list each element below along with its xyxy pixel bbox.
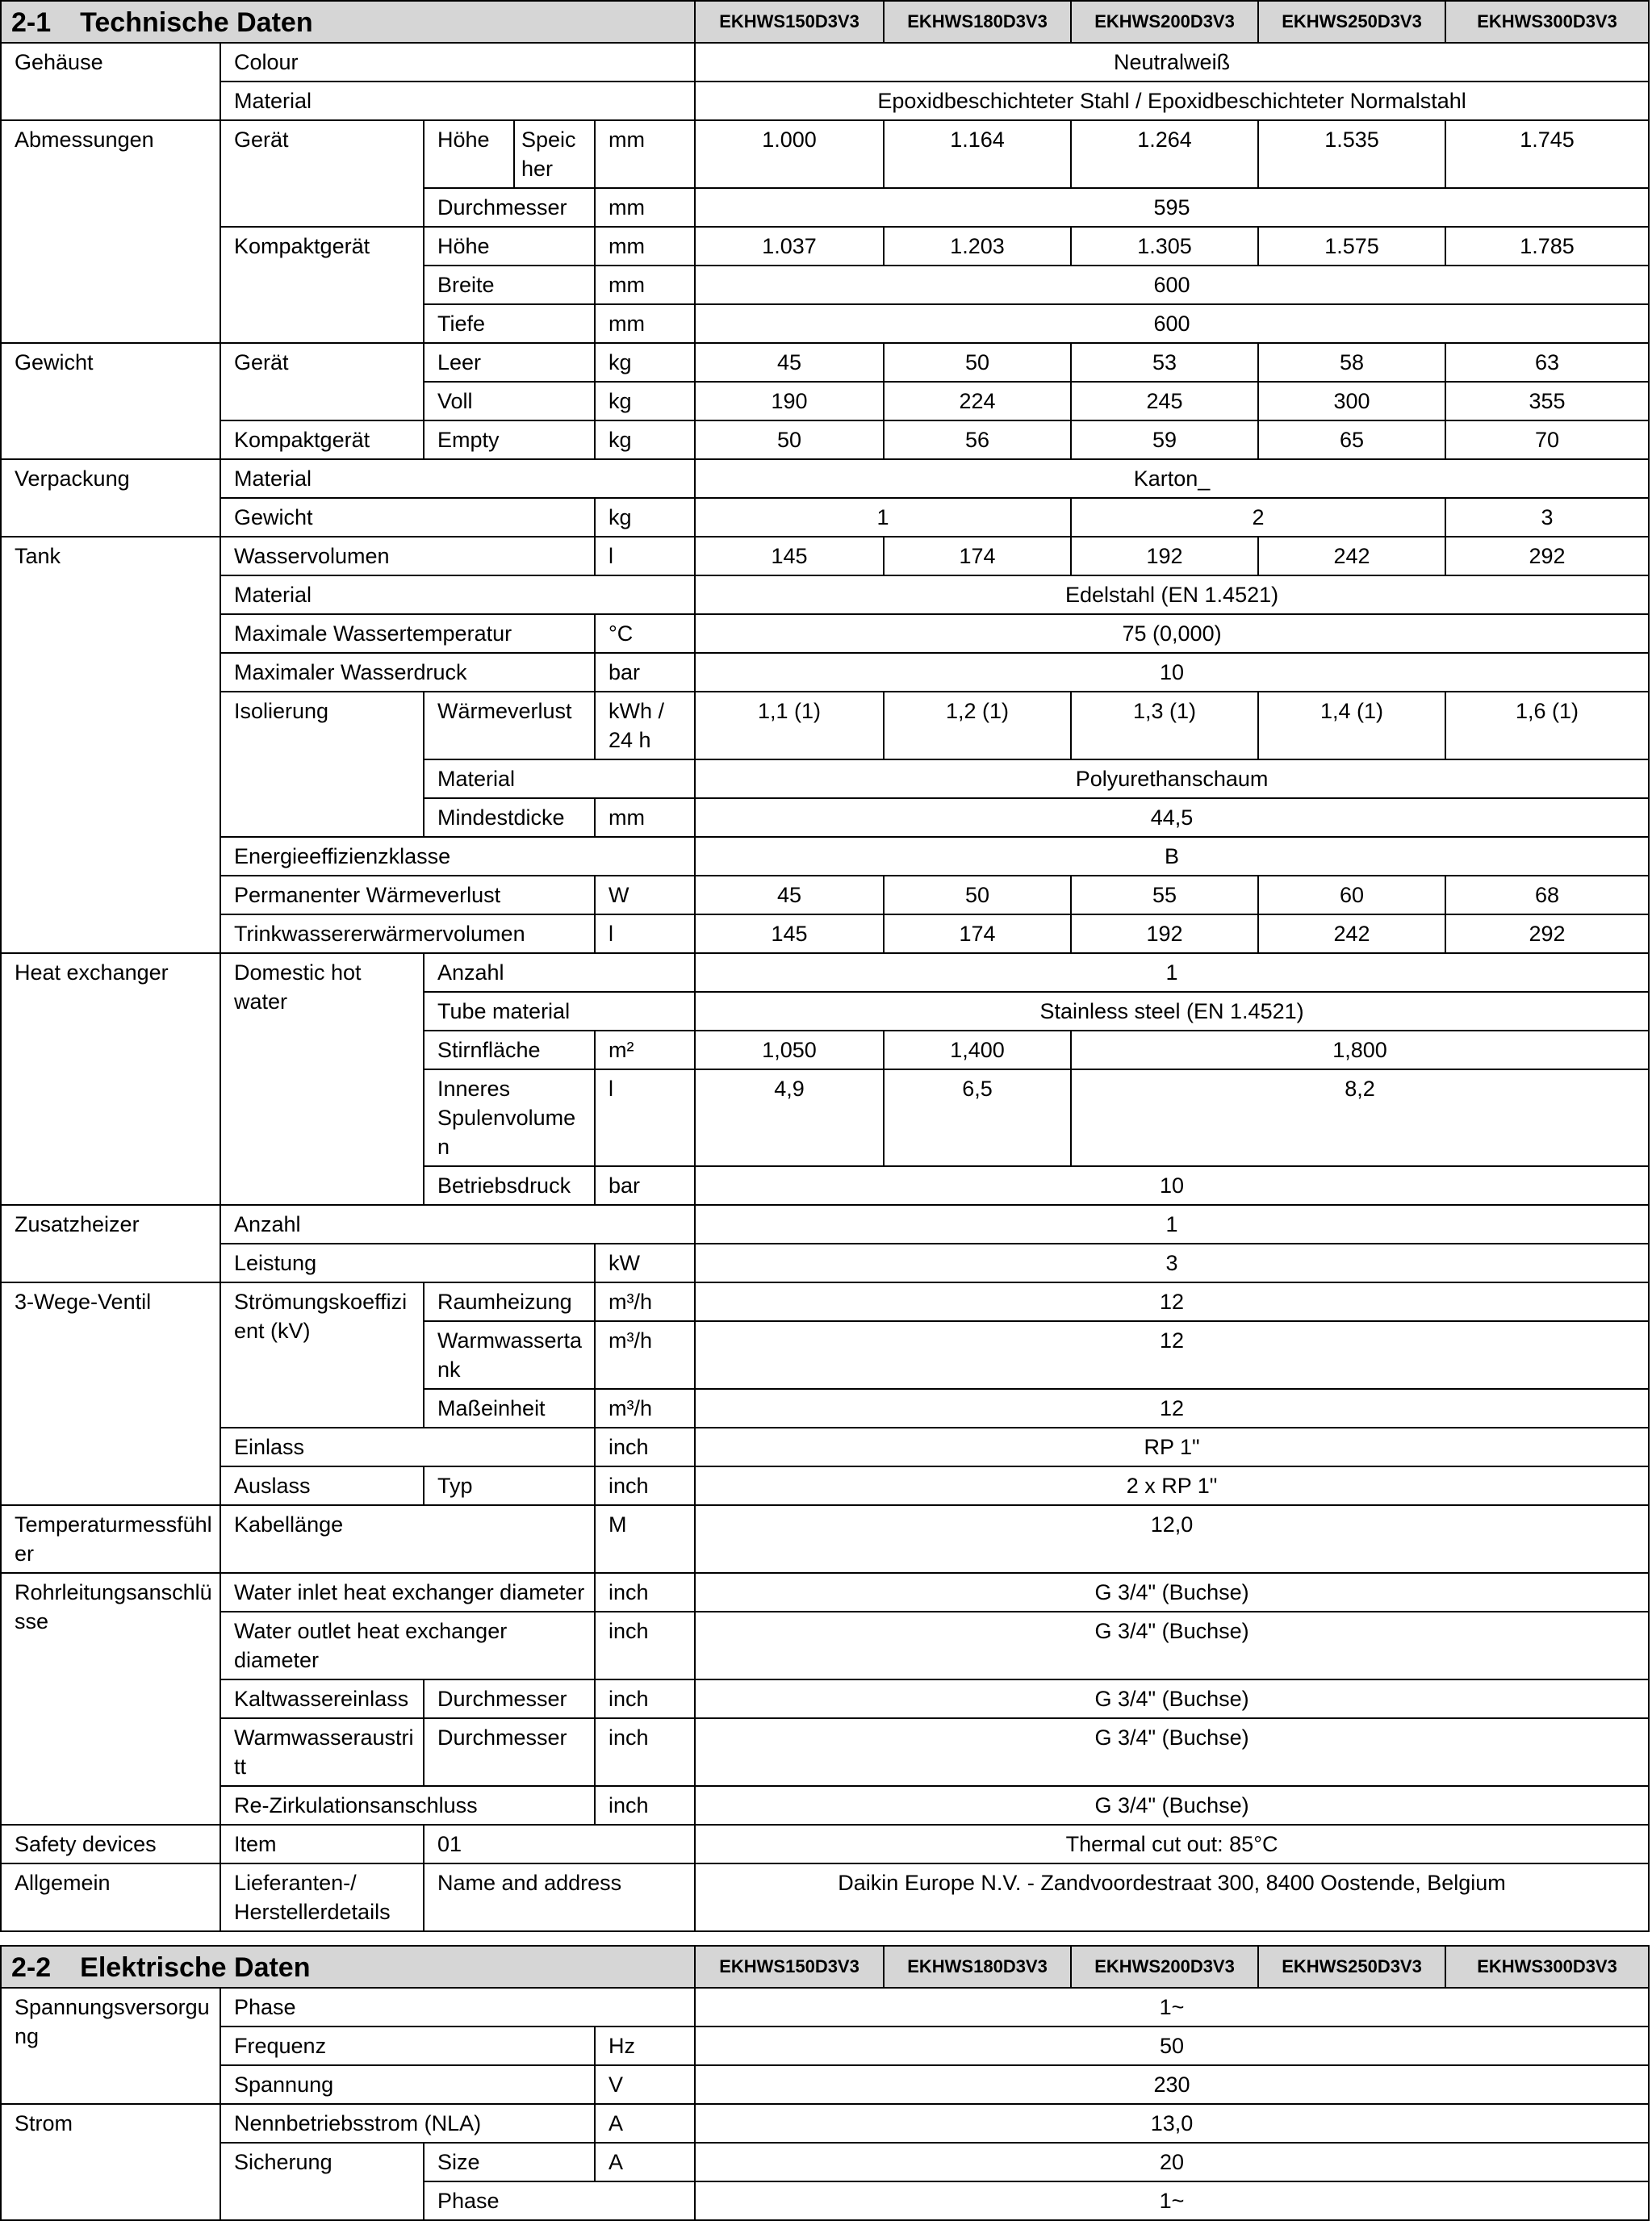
row-label: Voll xyxy=(424,382,595,420)
value-cell: 145 xyxy=(695,914,884,953)
model-header: EKHWS300D3V3 xyxy=(1445,1,1649,43)
value-cell: 174 xyxy=(884,914,1071,953)
value-cell: G 3/4" (Buchse) xyxy=(695,1786,1649,1825)
section-header-technical xyxy=(1,1,1649,43)
value-cell: 58 xyxy=(1258,343,1445,382)
model-header: EKHWS150D3V3 xyxy=(695,1946,884,1988)
value-cell: Polyurethanschaum xyxy=(695,759,1649,798)
model-header: EKHWS200D3V3 xyxy=(1071,1,1258,43)
value-cell: 224 xyxy=(884,382,1071,420)
row-label: Re-Zirkulationsanschluss xyxy=(220,1786,595,1825)
row-label: Höhe xyxy=(424,120,514,188)
row-label: Phase xyxy=(220,1988,695,2027)
unit-cell: inch xyxy=(595,1612,695,1679)
row-label: Einlass xyxy=(220,1428,595,1466)
model-header: EKHWS180D3V3 xyxy=(884,1946,1071,1988)
row-label: Durchmesser xyxy=(424,1679,595,1718)
group-label: Tank xyxy=(1,537,220,953)
model-header: EKHWS150D3V3 xyxy=(695,1,884,43)
row-label: Wärmeverlust xyxy=(424,692,595,759)
row-label: Anzahl xyxy=(220,1205,695,1244)
unit-cell: mm xyxy=(595,266,695,304)
value-cell: 10 xyxy=(695,653,1649,692)
value-cell: G 3/4" (Buchse) xyxy=(695,1679,1649,1718)
table-row xyxy=(1,120,1649,188)
row-label: Tiefe xyxy=(424,304,595,343)
unit-cell: M xyxy=(595,1505,695,1573)
row-label: Durchmesser xyxy=(424,188,595,227)
value-cell: 53 xyxy=(1071,343,1258,382)
value-cell: 595 xyxy=(695,188,1649,227)
unit-cell: l xyxy=(595,914,695,953)
table-row xyxy=(1,692,1649,759)
value-cell: 2 x RP 1" xyxy=(695,1466,1649,1505)
table-row xyxy=(1,953,1649,992)
row-label: Material xyxy=(424,759,695,798)
value-cell: 1,1 (1) xyxy=(695,692,884,759)
value-cell: 12 xyxy=(695,1321,1649,1389)
unit-cell: kg xyxy=(595,382,695,420)
table-row xyxy=(1,1863,1649,1931)
value-cell: 174 xyxy=(884,537,1071,575)
group-label: Verpackung xyxy=(1,459,220,537)
model-header: EKHWS250D3V3 xyxy=(1258,1946,1445,1988)
table-row xyxy=(1,2143,1649,2181)
table-row xyxy=(1,537,1649,575)
value-cell: 242 xyxy=(1258,914,1445,953)
section-title: 2-1 Technische Daten xyxy=(1,1,695,43)
section-header-electrical xyxy=(1,1946,1649,1988)
value-cell: 12 xyxy=(695,1389,1649,1428)
value-cell: Edelstahl (EN 1.4521) xyxy=(695,575,1649,614)
unit-cell: m² xyxy=(595,1031,695,1069)
row-label: Maximale Wassertemperatur xyxy=(220,614,595,653)
value-cell: 10 xyxy=(695,1166,1649,1205)
row-label: Permanenter Wärmeverlust xyxy=(220,876,595,914)
table-row xyxy=(1,2065,1649,2104)
group-label: 3-Wege-Ventil xyxy=(1,1282,220,1505)
value-cell: Karton_ xyxy=(695,459,1649,498)
row-label: Leer xyxy=(424,343,595,382)
group-label: Gehäuse xyxy=(1,43,220,120)
row-label: Maßeinheit xyxy=(424,1389,595,1428)
table-row xyxy=(1,498,1649,537)
table-row xyxy=(1,343,1649,382)
unit-cell: inch xyxy=(595,1786,695,1825)
row-label: Material xyxy=(220,575,695,614)
unit-cell: inch xyxy=(595,1679,695,1718)
row-label: Frequenz xyxy=(220,2027,595,2065)
table-row xyxy=(1,2027,1649,2065)
unit-cell: kWh / 24 h xyxy=(595,692,695,759)
row-label: Inneres Spulenvolumen xyxy=(424,1069,595,1166)
value-cell: 1,3 (1) xyxy=(1071,692,1258,759)
value-cell: 68 xyxy=(1445,876,1649,914)
table-row xyxy=(1,614,1649,653)
table-row xyxy=(1,876,1649,914)
value-cell: 4,9 xyxy=(695,1069,884,1166)
row-label: Colour xyxy=(220,43,695,82)
unit-cell: kW xyxy=(595,1244,695,1282)
unit-cell: m³/h xyxy=(595,1282,695,1321)
unit-cell: l xyxy=(595,537,695,575)
unit-cell: inch xyxy=(595,1718,695,1786)
value-cell: 12,0 xyxy=(695,1505,1649,1573)
value-cell: 50 xyxy=(884,343,1071,382)
sub-label: Gerät xyxy=(220,343,424,420)
row-label: Water inlet heat exchanger diameter xyxy=(220,1573,595,1612)
value-cell: 44,5 xyxy=(695,798,1649,837)
group-label: Safety devices xyxy=(1,1825,220,1863)
table-row xyxy=(1,1573,1649,1612)
unit-cell: mm xyxy=(595,227,695,266)
value-cell: 355 xyxy=(1445,382,1649,420)
unit-cell: kg xyxy=(595,343,695,382)
row-label: Size xyxy=(424,2143,595,2181)
unit-cell: m³/h xyxy=(595,1389,695,1428)
value-cell: 1 xyxy=(695,1205,1649,1244)
sub-label: Kompaktgerät xyxy=(220,420,424,459)
value-cell: 13,0 xyxy=(695,2104,1649,2143)
unit-cell: l xyxy=(595,1069,695,1166)
sub-label: Strömungskoeffizient (kV) xyxy=(220,1282,424,1428)
table-row xyxy=(1,1205,1649,1244)
value-cell: 145 xyxy=(695,537,884,575)
group-label: Zusatzheizer xyxy=(1,1205,220,1282)
value-cell: 1 xyxy=(695,498,1071,537)
row-label: Trinkwassererwärmervolumen xyxy=(220,914,595,953)
section-gap xyxy=(1,1931,1649,1946)
value-cell: 1~ xyxy=(695,1988,1649,2027)
sub-label: Gerät xyxy=(220,120,424,227)
sub-label: Kompaktgerät xyxy=(220,227,424,343)
group-label: Rohrleitungsanschlüsse xyxy=(1,1573,220,1825)
row-label: Material xyxy=(220,459,695,498)
table-row xyxy=(1,914,1649,953)
value-cell: 1.745 xyxy=(1445,120,1649,188)
value-cell: 230 xyxy=(695,2065,1649,2104)
value-cell: 20 xyxy=(695,2143,1649,2181)
unit-cell: bar xyxy=(595,1166,695,1205)
unit-cell: inch xyxy=(595,1466,695,1505)
table-row xyxy=(1,2104,1649,2143)
value-cell: Neutralweiß xyxy=(695,43,1649,82)
table-row xyxy=(1,1718,1649,1786)
unit-cell: V xyxy=(595,2065,695,2104)
value-cell: 1,6 (1) xyxy=(1445,692,1649,759)
value-cell: 75 (0,000) xyxy=(695,614,1649,653)
value-cell: G 3/4" (Buchse) xyxy=(695,1718,1649,1786)
table-row xyxy=(1,43,1649,82)
sub-label: Kaltwassereinlass xyxy=(220,1679,424,1718)
table-row xyxy=(1,1679,1649,1718)
value-cell: 1.264 xyxy=(1071,120,1258,188)
value-cell: 1 xyxy=(695,953,1649,992)
row-label: Wasservolumen xyxy=(220,537,595,575)
value-cell: 1,050 xyxy=(695,1031,884,1069)
value-cell: 60 xyxy=(1258,876,1445,914)
table-row xyxy=(1,82,1649,120)
sub-label: Lieferanten-/ Herstellerdetails xyxy=(220,1863,424,1931)
group-label: Temperaturmessfühler xyxy=(1,1505,220,1573)
value-cell: 1,2 (1) xyxy=(884,692,1071,759)
value-cell: 1.535 xyxy=(1258,120,1445,188)
row-label: Typ xyxy=(424,1466,595,1505)
value-cell: 50 xyxy=(884,876,1071,914)
model-header: EKHWS300D3V3 xyxy=(1445,1946,1649,1988)
value-cell: 2 xyxy=(1071,498,1445,537)
section-title: 2-2 Elektrische Daten xyxy=(1,1946,695,1988)
unit-cell: kg xyxy=(595,420,695,459)
value-cell: 242 xyxy=(1258,537,1445,575)
model-header: EKHWS250D3V3 xyxy=(1258,1,1445,43)
value-cell: 12 xyxy=(695,1282,1649,1321)
table-row xyxy=(1,837,1649,876)
row-label: Spannung xyxy=(220,2065,595,2104)
value-cell: 1.575 xyxy=(1258,227,1445,266)
value-cell: 45 xyxy=(695,876,884,914)
row-label: Mindestdicke xyxy=(424,798,595,837)
value-cell: Thermal cut out: 85°C xyxy=(695,1825,1649,1863)
value-cell: 55 xyxy=(1071,876,1258,914)
row-label: Water outlet heat exchanger diameter xyxy=(220,1612,595,1679)
row-label: Kabellänge xyxy=(220,1505,595,1573)
value-cell: 192 xyxy=(1071,537,1258,575)
row-label: Durchmesser xyxy=(424,1718,595,1786)
value-cell: RP 1" xyxy=(695,1428,1649,1466)
value-cell: Stainless steel (EN 1.4521) xyxy=(695,992,1649,1031)
value-cell: 50 xyxy=(695,420,884,459)
value-cell: 3 xyxy=(1445,498,1649,537)
row-label: Name and address xyxy=(424,1863,695,1931)
value-cell: 45 xyxy=(695,343,884,382)
group-label: Abmessungen xyxy=(1,120,220,343)
value-cell: 1.164 xyxy=(884,120,1071,188)
sub-label: Sicherung xyxy=(220,2143,424,2220)
row-label: Gewicht xyxy=(220,498,595,537)
unit-cell: Hz xyxy=(595,2027,695,2065)
unit-cell: °C xyxy=(595,614,695,653)
value-cell: Daikin Europe N.V. - Zandvoordestraat 300, 8400 Oostende, Belgium xyxy=(695,1863,1649,1931)
sub-label: Item xyxy=(220,1825,424,1863)
value-cell: Epoxidbeschichteter Stahl / Epoxidbeschichteter Normalstahl xyxy=(695,82,1649,120)
row-label: Energieeffizienzklasse xyxy=(220,837,695,876)
row-label: Stirnfläche xyxy=(424,1031,595,1069)
value-cell: 3 xyxy=(695,1244,1649,1282)
value-cell: 56 xyxy=(884,420,1071,459)
value-cell: 1.037 xyxy=(695,227,884,266)
unit-cell: bar xyxy=(595,653,695,692)
value-cell: 1.203 xyxy=(884,227,1071,266)
row-label: Anzahl xyxy=(424,953,695,992)
value-cell: G 3/4" (Buchse) xyxy=(695,1573,1649,1612)
row-label: Warmwassertank xyxy=(424,1321,595,1389)
value-cell: 292 xyxy=(1445,914,1649,953)
unit-cell: mm xyxy=(595,304,695,343)
table-row xyxy=(1,1988,1649,2027)
model-header: EKHWS200D3V3 xyxy=(1071,1946,1258,1988)
value-cell: B xyxy=(695,837,1649,876)
row-label: 01 xyxy=(424,1825,695,1863)
value-cell: 1,400 xyxy=(884,1031,1071,1069)
table-row xyxy=(1,227,1649,266)
value-cell: 1,800 xyxy=(1071,1031,1649,1069)
row-label: Maximaler Wasserdruck xyxy=(220,653,595,692)
group-label: Gewicht xyxy=(1,343,220,459)
table-row xyxy=(1,1825,1649,1863)
value-cell: 1.000 xyxy=(695,120,884,188)
table-row xyxy=(1,1505,1649,1573)
table-row xyxy=(1,1612,1649,1679)
value-cell: 192 xyxy=(1071,914,1258,953)
value-cell: 600 xyxy=(695,266,1649,304)
unit-cell: inch xyxy=(595,1428,695,1466)
value-cell: 8,2 xyxy=(1071,1069,1649,1166)
row-label: Phase xyxy=(424,2181,695,2220)
row-label: Breite xyxy=(424,266,595,304)
value-cell: 245 xyxy=(1071,382,1258,420)
value-cell: 6,5 xyxy=(884,1069,1071,1166)
group-label: Strom xyxy=(1,2104,220,2220)
value-cell: 50 xyxy=(695,2027,1649,2065)
sub-label: Warmwasseraustritt xyxy=(220,1718,424,1786)
row-label: Nennbetriebsstrom (NLA) xyxy=(220,2104,595,2143)
value-cell: 1.305 xyxy=(1071,227,1258,266)
row-label: Höhe xyxy=(424,227,595,266)
unit-cell: mm xyxy=(595,188,695,227)
value-cell: 600 xyxy=(695,304,1649,343)
value-cell: 63 xyxy=(1445,343,1649,382)
value-cell: 300 xyxy=(1258,382,1445,420)
table-row xyxy=(1,1786,1649,1825)
value-cell: 59 xyxy=(1071,420,1258,459)
unit-cell: A xyxy=(595,2143,695,2181)
group-label: Allgemein xyxy=(1,1863,220,1931)
row-label: Empty xyxy=(424,420,595,459)
table-row xyxy=(1,575,1649,614)
sub-label: Isolierung xyxy=(220,692,424,837)
sub-label: Auslass xyxy=(220,1466,424,1505)
value-cell: 65 xyxy=(1258,420,1445,459)
model-header: EKHWS180D3V3 xyxy=(884,1,1071,43)
sub-label: Domestic hot water xyxy=(220,953,424,1205)
table-row xyxy=(1,459,1649,498)
group-label: Heat exchanger xyxy=(1,953,220,1205)
unit-cell: W xyxy=(595,876,695,914)
row-label: Leistung xyxy=(220,1244,595,1282)
table-row xyxy=(1,1282,1649,1321)
value-cell: 1~ xyxy=(695,2181,1649,2220)
value-cell: 190 xyxy=(695,382,884,420)
unit-cell: inch xyxy=(595,1573,695,1612)
value-cell: G 3/4" (Buchse) xyxy=(695,1612,1649,1679)
value-cell: 1.785 xyxy=(1445,227,1649,266)
value-cell: 1,4 (1) xyxy=(1258,692,1445,759)
row-label: Material xyxy=(220,82,695,120)
value-cell: 292 xyxy=(1445,537,1649,575)
unit-cell: mm xyxy=(595,120,695,188)
row-label: Speicher xyxy=(514,120,595,188)
unit-cell: mm xyxy=(595,798,695,837)
table-row xyxy=(1,1244,1649,1282)
table-row xyxy=(1,653,1649,692)
unit-cell: m³/h xyxy=(595,1321,695,1389)
row-label: Betriebsdruck xyxy=(424,1166,595,1205)
table-row xyxy=(1,1466,1649,1505)
table-row xyxy=(1,1428,1649,1466)
value-cell: 70 xyxy=(1445,420,1649,459)
group-label: Spannungsversorgung xyxy=(1,1988,220,2104)
row-label: Tube material xyxy=(424,992,695,1031)
table-row xyxy=(1,420,1649,459)
row-label: Raumheizung xyxy=(424,1282,595,1321)
unit-cell: kg xyxy=(595,498,695,537)
unit-cell: A xyxy=(595,2104,695,2143)
